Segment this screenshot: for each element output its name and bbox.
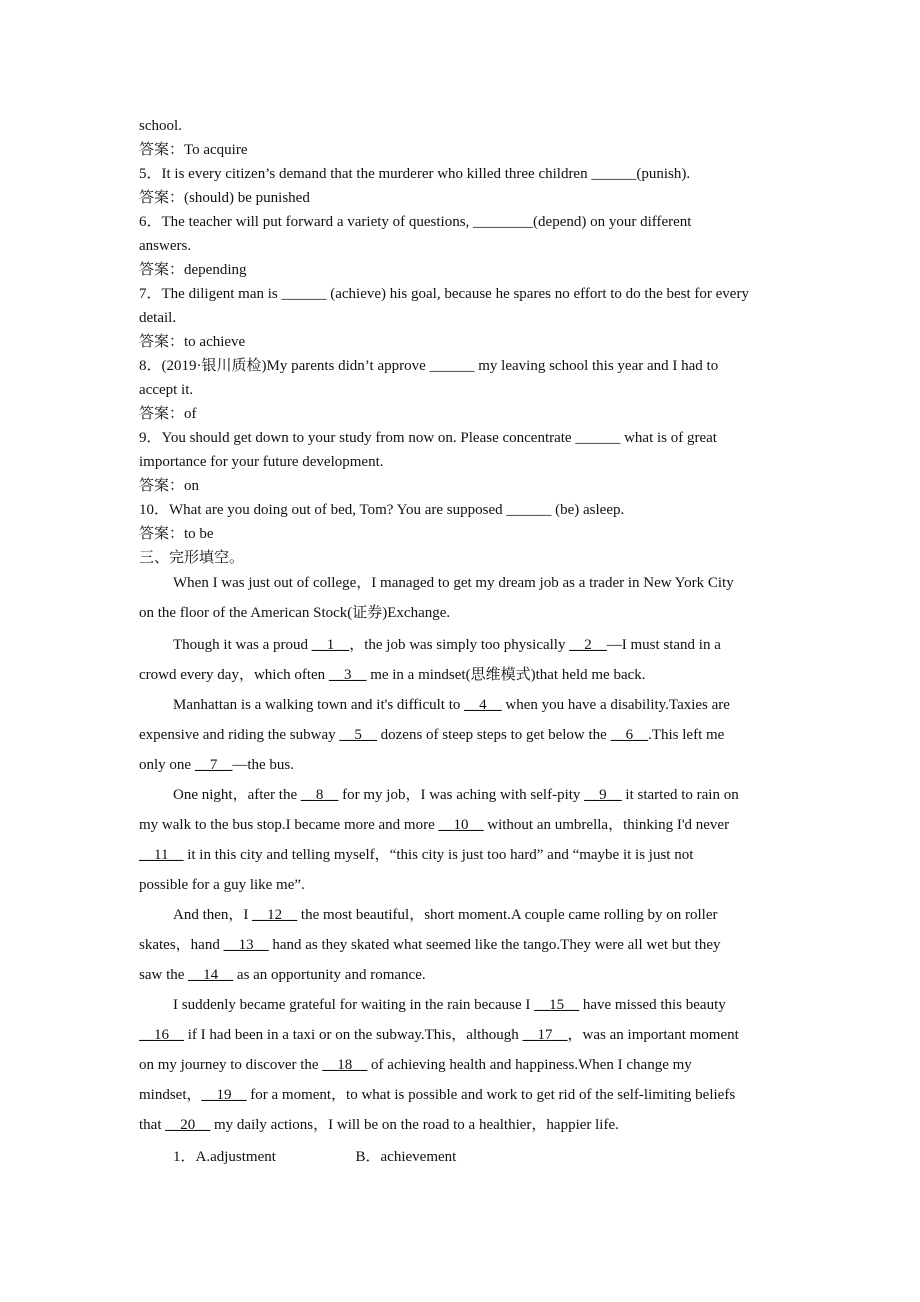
text-line: school.: [139, 118, 182, 134]
question-7-cont: detail.: [139, 310, 177, 326]
blank-15: __15__: [534, 997, 580, 1013]
passage-line: Though it was a proud __1__，the job was simply too physically __2__—I must stand in a: [173, 637, 721, 653]
question-5: 5．It is every citizen’s demand that the murderer who killed three children ______(punish).: [139, 166, 691, 182]
blank-16: __16__: [139, 1027, 184, 1043]
answer-4: 答案：To acquire: [139, 142, 248, 158]
question-8: 8．(2019·银川质检)My parents didn’t approve ______ my leaving school this year and I had to: [139, 358, 719, 374]
passage-line: mindset，__19__ for a moment，to what is possible and work to get rid of the self-limiting beliefs: [139, 1087, 736, 1103]
passage-line: __16__ if I had been in a taxi or on the subway.This，although __17__，was an important moment: [139, 1027, 739, 1043]
option-number: 1．: [173, 1149, 196, 1165]
passage-line: crowd every day，which often __3__ me in a mindset(思维模式)that held me back.: [139, 667, 646, 683]
passage-line: on the floor of the American Stock(证券)Exchange.: [139, 605, 451, 621]
blank-5: __5__: [339, 727, 377, 743]
blank-8: __8__: [300, 787, 339, 803]
passage-line: And then，I __12__ the most beautiful，short moment.A couple came rolling by on roller: [173, 907, 718, 923]
passage-line: saw the __14__ as an opportunity and romance.: [139, 967, 426, 983]
option-row-1: [139, 1142, 811, 1172]
blank-1: __1__: [311, 637, 350, 653]
question-6-cont: answers.: [139, 238, 192, 254]
blank-9: __9__: [584, 787, 622, 803]
passage-line: only one __7__—the bus.: [139, 757, 294, 773]
answer-6: 答案：depending: [139, 262, 247, 278]
blank-17: __17__: [522, 1027, 568, 1043]
answer-7: 答案：to achieve: [139, 334, 246, 350]
blank-3: __3__: [328, 667, 367, 683]
passage-line: my walk to the bus stop.I became more and more __10__ without an umbrella，thinking I'd never: [139, 817, 730, 833]
passage-line: One night，after the __8__ for my job，I was aching with self-pity __9__ it started to rain on: [173, 787, 739, 803]
blank-13: __13__: [223, 937, 269, 953]
blank-10: __10__: [438, 817, 484, 833]
answer-5: 答案：(should) be punished: [139, 190, 310, 206]
blank-18: __18__: [322, 1057, 368, 1073]
cloze-passage: [139, 568, 811, 1172]
option-b: B．achievement: [355, 1149, 457, 1165]
question-9: 9．You should get down to your study from now on. Please concentrate ______ what is of great: [139, 430, 717, 446]
passage-line: expensive and riding the subway __5__ dozens of steep steps to get below the __6__.This left me: [139, 727, 725, 743]
blank-4: __4__: [464, 697, 502, 713]
passage-line: Manhattan is a walking town and it's difficult to __4__ when you have a disability.Taxies are: [173, 697, 730, 713]
question-10: 10．What are you doing out of bed, Tom? You are supposed ______ (be) asleep.: [139, 502, 625, 518]
answer-8: 答案：of: [139, 406, 197, 422]
section-title: 三、完形填空。: [139, 550, 245, 566]
passage-line: possible for a guy like me”.: [139, 877, 305, 893]
blank-19: __19__: [201, 1087, 247, 1103]
passage-line: __11__ it in this city and telling myself，“this city is just too hard” and “maybe it is just not: [139, 847, 694, 863]
blank-20: __20__: [165, 1117, 211, 1133]
question-9-cont: importance for your future development.: [139, 454, 384, 470]
blank-7: __7__: [194, 757, 233, 773]
blank-12: __12__: [252, 907, 298, 923]
question-7: 7．The diligent man is ______ (achieve) his goal, because he spares no effort to do the best for every: [139, 286, 749, 302]
question-8-cont: accept it.: [139, 382, 194, 398]
blank-11: __11__: [139, 847, 184, 863]
option-a: A.adjustment: [195, 1149, 276, 1165]
passage-line: I suddenly became grateful for waiting in the rain because I __15__ have missed this beauty: [173, 997, 726, 1013]
blank-6: __6__: [610, 727, 649, 743]
answer-9: 答案：on: [139, 478, 200, 494]
question-6: 6．The teacher will put forward a variety of questions, ________(depend) on your different: [139, 214, 692, 230]
passage-line: skates，hand __13__ hand as they skated what seemed like the tango.They were all wet but they: [139, 937, 721, 953]
passage-line: that __20__ my daily actions，I will be on the road to a healthier，happier life.: [139, 1117, 619, 1133]
passage-line: on my journey to discover the __18__ of achieving health and happiness.When I change my: [139, 1057, 692, 1073]
passage-line: When I was just out of college，I managed to get my dream job as a trader in New York City: [173, 575, 734, 591]
answer-10: 答案：to be: [139, 526, 214, 542]
exercise-section: [139, 114, 811, 570]
blank-2: __2__: [569, 637, 607, 653]
blank-14: __14__: [188, 967, 234, 983]
